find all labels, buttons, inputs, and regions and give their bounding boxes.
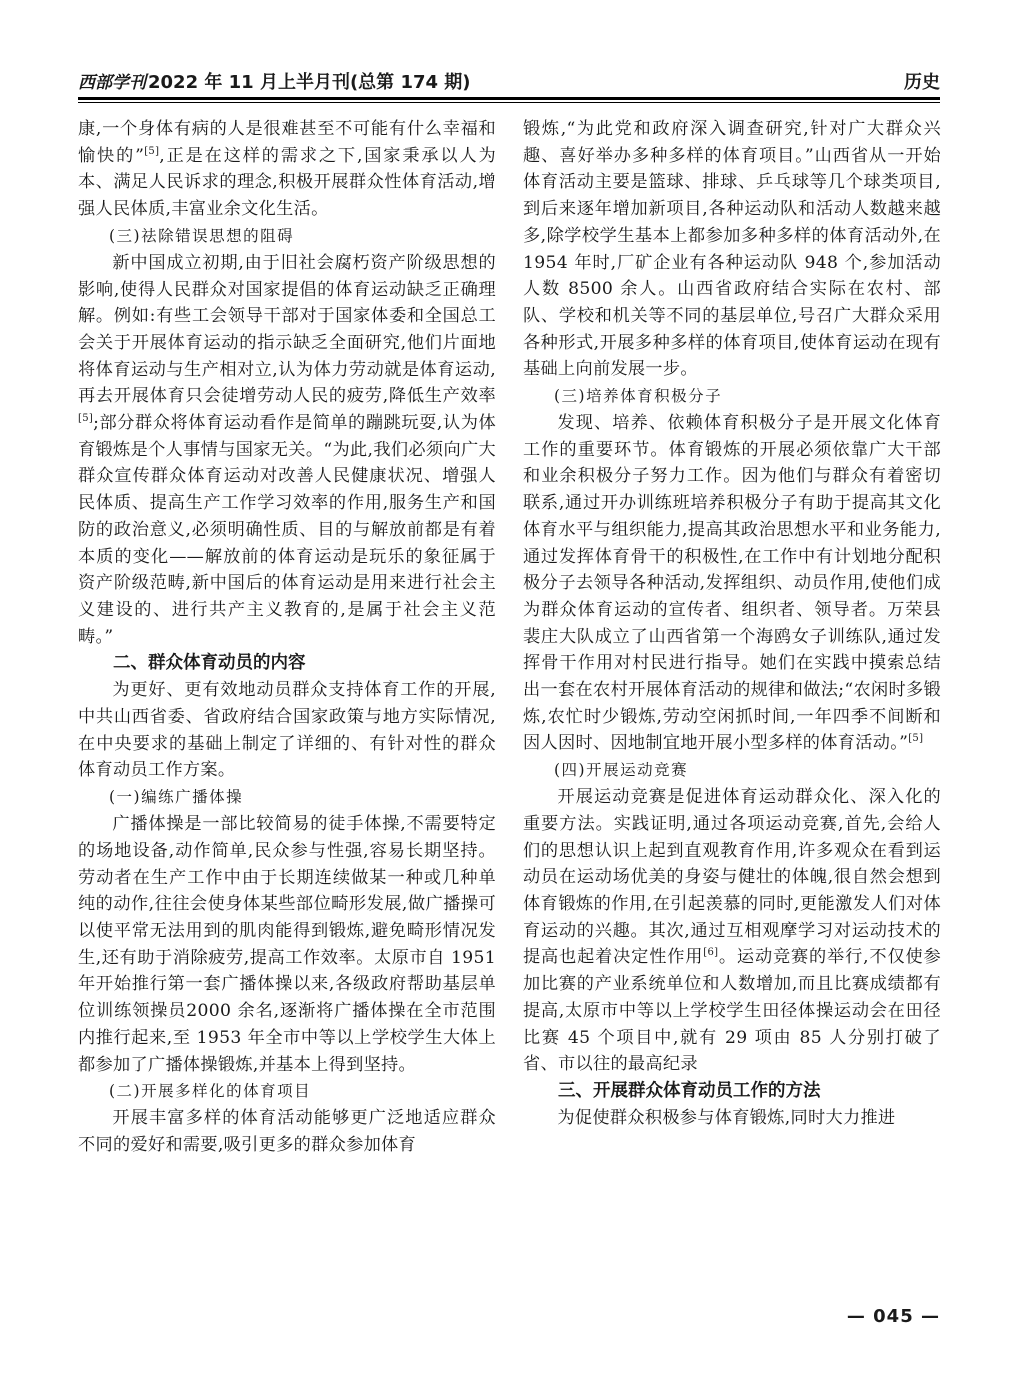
section-label: 历史 <box>904 72 940 93</box>
paragraph-text: (一)编练广播体操 <box>109 788 244 807</box>
running-header <box>78 66 940 96</box>
left-column <box>78 116 496 1159</box>
section-heading <box>78 650 496 677</box>
paragraph-text: 新中国成立初期,由于旧社会腐朽资产阶级思想的影响,使得人民群众对国家提倡的体育运动缺乏正确理解。例如:有些工会领导干部对于国家体委和全国总工会关于开展体育运动的指示缺乏全面研究,他们片面地将体育运动与生产相对立,认为体力劳动就是体育运动,再去开展体育只会徒增劳动人民的疲劳,降低生产效率 <box>78 252 496 407</box>
paragraph-text: 二、群众体育动员的内容 <box>113 653 306 674</box>
paragraph-text-cont: ;部分群众将体育运动看作是简单的蹦跳玩耍,认为体育锻炼是个人事情与国家无关。“为此,我们必须向广大群众宣传群众体育运动对改善人民健康状况、增强人民体质、提高生产工作学习效率的作用,服务生产和国防的政治意义,必须明确性质、目的与解放前都是有着本质的变化——解放前的体育运动是玩乐的象征属于资产阶级范畴,新中国后的体育运动是用来进行社会主义建设的、进行共产主义教育的,是属于社会主义范畴。” <box>78 413 496 647</box>
paragraph-text: 开展丰富多样的体育活动能够更广泛地适应群众不同的爱好和需要,吸引更多的群众参加体育 <box>78 1108 496 1155</box>
citation-ref: [5] <box>78 413 94 425</box>
paragraph <box>523 116 941 383</box>
header-rule <box>78 97 940 100</box>
citation-ref: [5] <box>908 733 924 745</box>
citation-ref: [6] <box>703 947 719 959</box>
paragraph <box>78 1105 496 1158</box>
paragraph-text: (二)开展多样化的体育项目 <box>109 1082 312 1101</box>
paragraph-text: 锻炼,“为此党和政府深入调查研究,针对广大群众兴趣、喜好举办多种多样的体育项目。”山西省从一开始体育活动主要是篮球、排球、乒乓球等几个球类项目,到后来逐年增加新项目,各种运动队和活动人数越来越多,除学校学生基本上都参加多种多样的体育活动外,在 1954 年时,厂矿企业有各种运动队 948 个,参加活动人数 8500 余人。山西省政府结合实际在农村、部队、学校和机关等不同的基层单位,号召广大群众采用各种形式,开展多种多样的体育项目,使体育运动在现有基础上向前发展一步。 <box>523 119 941 380</box>
subsection-heading <box>78 223 496 250</box>
journal-issue <box>78 68 471 94</box>
paragraph-text: 发现、培养、依赖体育积极分子是开展文化体育工作的重要环节。体育锻炼的开展必须依靠广大干部和业余积极分子努力工作。因为他们与群众有着密切联系,通过开办训练班培养积极分子有助于提高其文化体育水平与组织能力,提高其政治思想水平和业务能力,通过发挥体育骨干的积极性,在工作中有计划地分配积极分子去领导各种活动,发挥组织、动员作用,使他们成为群众体育运动的宣传者、组织者、领导者。万荣县裴庄大队成立了山西省第一个海鸥女子训练队,通过发挥骨干作用对村民进行指导。她们在实践中摸索总结出一套在农村开展体育活动的规律和做法;“农闲时多锻炼,农忙时少锻炼,劳动空闲抓时间,一年四季不间断和因人因时、因地制宜地开展小型多样的体育活动。” <box>523 413 941 754</box>
paragraph <box>523 784 941 1078</box>
paragraph-text: (四)开展运动竞赛 <box>554 761 689 780</box>
paragraph <box>523 1105 941 1132</box>
paragraph-text: 康,一个身体有病的人是很难甚至不可能有什么幸福和愉快的” <box>78 119 496 166</box>
paragraph-text: 三、开展群众体育动员工作的方法 <box>558 1080 821 1101</box>
paragraph-text: 开展运动竞赛是促进体育运动群众化、深入化的重要方法。实践证明,通过各项运动竞赛,首先,会给人们的思想认识上起到直观教育作用,许多观众在看到运动员在运动场优美的身姿与健壮的体魄,很自然会想到体育锻炼的作用,在引起羡慕的同时,更能激发人们对体育运动的兴趣。其次,通过互相观摩学习对运动技术的提高也起着决定性作用 <box>523 787 941 968</box>
subsection-heading <box>78 1078 496 1105</box>
right-column <box>523 116 941 1132</box>
paragraph <box>78 677 496 784</box>
paragraph <box>78 811 496 1078</box>
paragraph-text: 为促使群众积极参与体育锻炼,同时大力推进 <box>557 1107 896 1128</box>
subsection-heading <box>523 757 941 784</box>
paragraph <box>523 410 941 757</box>
subsection-heading <box>78 784 496 811</box>
subsection-heading <box>523 383 941 410</box>
paragraph-text: (三)培养体育积极分子 <box>554 387 723 406</box>
paragraph-text-cont: ,正是在这样的需求之下,国家秉承以人为本、满足人民诉求的理念,积极开展群众性体育活动,增强人民体质,丰富业余文化生活。 <box>78 145 496 220</box>
paragraph-text-cont: 。运动竞赛的举行,不仅使参加比赛的产业系统单位和人数增加,而且比赛成绩都有提高,太原市中等以上学校学生田径体操运动会在田径比赛 45 个项目中,就有 29 项由 85 人分别打破了省、市以往的最高纪录 <box>523 947 941 1075</box>
header-rule-thin <box>78 102 940 103</box>
paragraph-text: 为更好、更有效地动员群众支持体育工作的开展,中共山西省委、省政府结合国家政策与地方实际情况,在中央要求的基础上制定了详细的、有针对性的群众体育动员工作方案。 <box>78 680 496 781</box>
paragraph <box>78 250 496 651</box>
citation-ref: [5] <box>144 145 160 157</box>
section-heading <box>523 1078 941 1105</box>
page-number: — 045 — <box>846 1306 940 1327</box>
paragraph-text: 广播体操是一部比较简易的徒手体操,不需要特定的场地设备,动作简单,民众参与性强,容易长期坚持。劳动者在生产工作中由于长期连续做某一种或几种单纯的动作,往往会使身体某些部位畸形发展,做广播操可以使平常无法用到的肌肉能得到锻炼,避免畸形情况发生,还有助于消除疲劳,提高工作效率。太原市自 1951 年开始推行第一套广播体操以来,各级政府帮助基层单位训练领操员2000 余名,逐渐将广播体操在全市范围内推行起来,至 1953 年全市中等以上学校学生大体上都参加了广播体操锻炼,并基本上得到坚持。 <box>78 814 496 1075</box>
issue-label: 2022 年 11 月上半月刊(总第 174 期) <box>148 72 471 93</box>
paragraph <box>78 116 496 223</box>
paragraph-text: (三)祛除错误思想的阻碍 <box>109 226 295 245</box>
journal-logo: 西部学刊 <box>78 73 146 93</box>
